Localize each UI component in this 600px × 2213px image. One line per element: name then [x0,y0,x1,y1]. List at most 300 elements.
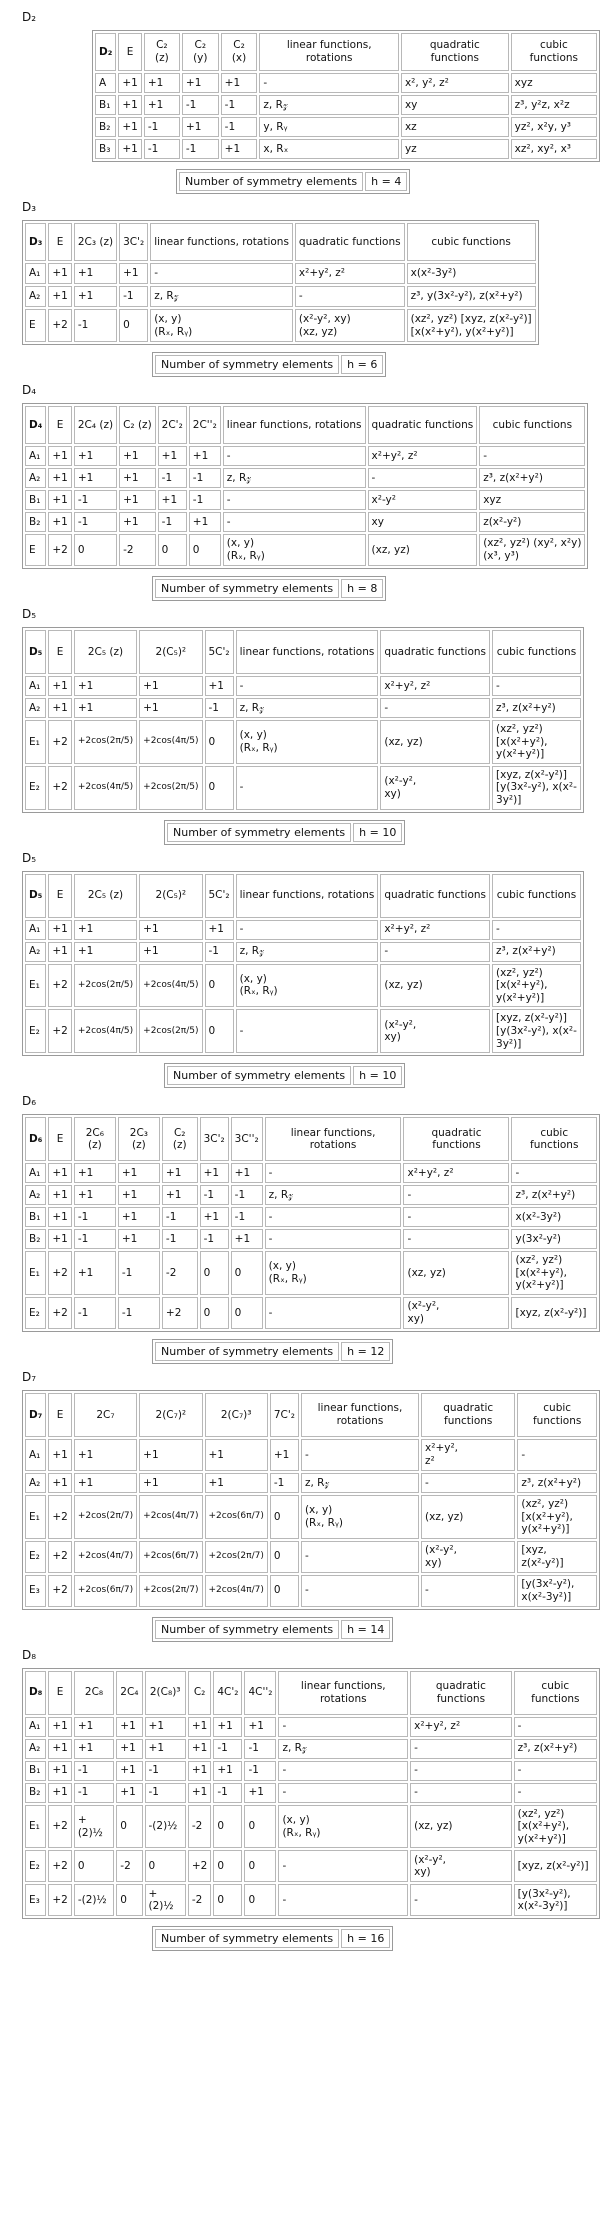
table-cell: +2cos(4π/7) [139,1495,202,1539]
irrep-label-cell: E₂ [25,766,46,810]
irrep-label-cell: E₂ [25,1297,46,1329]
symmetry-count-label: Number of symmetry elements [155,1620,339,1639]
header-cell: quadratic functions [403,1117,509,1161]
point-group-title: D₂ [22,10,37,24]
table-cell: -1 [182,139,219,159]
header-cell: 2C₃ (z) [118,1117,160,1161]
irrep-label-cell: A₂ [25,1473,46,1493]
table-cell: -1 [205,698,234,718]
header-cell: quadratic functions [410,1671,512,1715]
table-cell: (xz, yz) [403,1251,509,1295]
header-cell: 2(C₅)² [139,874,202,918]
table-row [25,1850,597,1882]
table-cell: 0 [189,534,221,566]
table-row [25,1783,597,1803]
table-cell: - [403,1185,509,1205]
table-cell: z³, y(3x²-y²), z(x²+y²) [407,286,536,307]
character-table-section [22,200,600,377]
table-cell: +1 [118,117,141,137]
irrep-label-cell: B₁ [25,490,46,510]
table-row [25,534,585,566]
symmetry-count-box [152,576,386,601]
table-cell: +1 [48,1783,71,1803]
table-cell: +1 [74,1473,137,1493]
table-row [25,720,581,764]
table-cell: +2cos(6π/7) [74,1575,137,1607]
header-cell: linear functions, rotations [265,1117,402,1161]
header-cell: cubic functions [511,1117,597,1161]
table-cell: +1 [119,512,156,532]
table-cell: +1 [188,1739,211,1759]
table-cell: - [278,1783,408,1803]
table-cell: +1 [221,139,258,159]
table-row [25,1251,597,1295]
table-cell: +1 [48,1439,71,1471]
table-cell: z, R𝓏 [236,698,379,718]
table-cell: - [295,286,405,307]
table-cell: - [517,1439,597,1471]
irrep-label-cell: E₁ [25,1251,46,1295]
table-cell: +1 [48,446,71,466]
table-cell: +1 [48,468,71,488]
header-cell: C₂ (x) [221,33,258,71]
irrep-label-cell: B₁ [25,1761,46,1781]
table-cell: x²+y², z² [295,263,405,284]
table-cell: +2 [48,1805,71,1849]
table-cell: 0 [74,1850,114,1882]
table-cell: - [236,676,379,696]
table-cell: - [278,1850,408,1882]
table-cell: +1 [116,1783,142,1803]
table-cell: [xyz, z(x²-y²)] [511,1297,597,1329]
table-cell: +1 [48,1739,71,1759]
table-cell: (x, y) (Rₓ, Rᵧ) [236,964,379,1008]
table-cell: x²-y² [368,490,478,510]
table-row [95,117,597,137]
symmetry-count-value: h = 4 [365,172,407,191]
table-cell: -1 [205,942,234,962]
table-cell: +1 [231,1229,263,1249]
table-cell: +1 [74,942,137,962]
table-cell: (x, y) (Rₓ, Rᵧ) [150,309,293,342]
irrep-label-cell: E₃ [25,1884,46,1916]
table-cell: - [223,490,366,510]
table-cell: y, Rᵧ [259,117,399,137]
symmetry-count-box [152,1617,393,1642]
table-cell: -1 [200,1185,229,1205]
table-cell: +2 [48,1495,71,1539]
table-cell: +1 [74,698,137,718]
table-cell: 0 [205,766,234,810]
table-cell: +1 [48,263,71,284]
header-cell: 2C₇ [74,1393,137,1437]
point-group-title: D₄ [22,383,37,397]
table-cell: +1 [139,1439,202,1471]
table-cell: -1 [231,1207,263,1227]
table-cell: - [278,1884,408,1916]
symmetry-count-box [164,1063,405,1088]
table-row [25,468,585,488]
irrep-label-cell: B₁ [25,1207,46,1227]
irrep-label-cell: A₁ [25,676,46,696]
symmetry-count-box [176,169,410,194]
header-cell: 2C''₂ [189,406,221,444]
character-table [22,1668,600,1920]
table-row [25,1207,597,1227]
table-cell: (x²-y², xy) (xz, yz) [295,309,405,342]
symmetry-count-label: Number of symmetry elements [155,579,339,598]
table-row [25,1473,597,1493]
irrep-label-cell: E₁ [25,720,46,764]
table-cell: z, R𝓏 [236,942,379,962]
irrep-label-cell: A₁ [25,263,46,284]
table-cell: xz², xy², x³ [511,139,597,159]
header-row [25,630,581,674]
character-table [22,220,539,345]
table-cell: +2 [48,1297,71,1329]
table-cell: - [223,446,366,466]
table-row [25,1185,597,1205]
table-cell: +2cos(4π/5) [74,766,137,810]
table-row [25,263,536,284]
table-cell: z, R𝓏 [223,468,366,488]
character-table-section [22,1094,600,1364]
table-cell: +1 [119,263,148,284]
table-cell: +1 [48,490,71,510]
table-cell: +1 [162,1185,198,1205]
table-cell: -1 [118,1251,160,1295]
table-cell: -1 [74,490,117,510]
irrep-label-cell: E₁ [25,964,46,1008]
table-cell: -1 [74,309,117,342]
table-cell: xz [401,117,509,137]
table-row [25,766,581,810]
table-cell: +1 [116,1761,142,1781]
table-row [25,512,585,532]
symmetry-count-value: h = 8 [341,579,383,598]
table-cell: 0 [231,1297,263,1329]
header-cell: 7C'₂ [270,1393,299,1437]
table-cell: +1 [158,446,187,466]
table-cell: +1 [189,512,221,532]
header-cell: C₂ (z) [144,33,180,71]
table-cell: - [410,1761,512,1781]
table-cell: +1 [48,286,71,307]
table-cell: +2cos(2π/5) [74,720,137,764]
table-row [25,446,585,466]
irrep-label-cell: B₂ [25,512,46,532]
irrep-label-cell: E₂ [25,1009,46,1053]
header-cell: 3C'₂ [119,223,148,261]
symmetry-count-box [152,352,386,377]
table-cell: +1 [205,1439,268,1471]
table-cell: -1 [144,139,180,159]
table-cell: +2cos(6π/7) [205,1495,268,1539]
irrep-label-cell: A₂ [25,286,46,307]
table-row [95,73,597,93]
symmetry-count-value: h = 6 [341,355,383,374]
table-cell: - [301,1541,419,1573]
table-cell: +1 [244,1783,276,1803]
table-cell: 0 [213,1884,242,1916]
symmetry-count-value: h = 16 [341,1929,390,1948]
header-cell: C₂ (y) [182,33,219,71]
table-cell: +1 [205,1473,268,1493]
table-cell: 0 [205,1009,234,1053]
header-cell: linear functions, rotations [223,406,366,444]
table-cell: +1 [145,1739,186,1759]
table-cell: -1 [74,1761,114,1781]
table-row [25,698,581,718]
table-cell: +1 [48,1207,71,1227]
header-cell: E [48,1117,71,1161]
group-name-cell: D₈ [25,1671,46,1715]
table-cell: -1 [182,95,219,115]
table-cell: - [265,1207,402,1227]
table-cell: +2 [188,1850,211,1882]
table-cell: [y(3x²-y²), x(x²-3y²)] [514,1884,597,1916]
table-cell: (x, y) (Rₓ, Rᵧ) [223,534,366,566]
irrep-label-cell: E₁ [25,1495,46,1539]
table-cell: x², y², z² [401,73,509,93]
table-cell: x²+y², z² [380,676,490,696]
symmetry-count-value: h = 14 [341,1620,390,1639]
table-cell: +1 [74,1185,116,1205]
header-cell: cubic functions [407,223,536,261]
table-cell: +1 [139,698,202,718]
table-row [95,139,597,159]
table-cell: +1 [74,263,117,284]
table-cell: - [410,1739,512,1759]
symmetry-count-label: Number of symmetry elements [167,1066,351,1085]
table-cell: +1 [139,920,202,940]
table-cell: z³, z(x²+y²) [479,468,585,488]
table-row [25,1575,597,1607]
table-cell: (x²-y², xy) [380,766,490,810]
point-group-title: D₅ [22,607,37,621]
table-cell: [xyz, z(x²-y²)] [y(3x²-y²), x(x²- 3y²)] [492,1009,581,1053]
header-row [25,874,581,918]
table-cell: (x, y) (Rₓ, Rᵧ) [301,1495,419,1539]
header-cell: cubic functions [492,874,581,918]
table-cell: +2 [48,1251,71,1295]
table-cell: z³, z(x²+y²) [492,942,581,962]
point-group-title: D₆ [22,1094,37,1109]
irrep-label-cell: A₁ [25,1717,46,1737]
table-cell: yz², x²y, y³ [511,117,597,137]
table-cell: +1 [74,1251,116,1295]
table-row [25,1163,597,1183]
header-cell: 3C''₂ [231,1117,263,1161]
table-cell: x, Rₓ [259,139,399,159]
table-cell: 0 [116,1884,142,1916]
table-cell: 0 [116,1805,142,1849]
table-row [25,1717,597,1737]
header-row [25,223,536,261]
table-cell: - [421,1473,515,1493]
symmetry-count-value: h = 12 [341,1342,390,1361]
table-cell: - [278,1761,408,1781]
table-cell: - [380,942,490,962]
table-cell: 0 [270,1495,299,1539]
table-cell: x²+y², z² [380,920,490,940]
table-row [25,1297,597,1329]
header-cell: 2C₅ (z) [74,630,137,674]
table-cell: +1 [139,1473,202,1493]
table-cell: +1 [118,95,141,115]
header-cell: quadratic functions [401,33,509,71]
header-cell: 4C''₂ [244,1671,276,1715]
table-row [25,1495,597,1539]
table-cell: +1 [205,920,234,940]
table-cell: +1 [118,73,141,93]
table-cell: +1 [244,1717,276,1737]
table-cell: xyz [511,73,597,93]
table-row [95,95,597,115]
header-cell: E [48,1393,71,1437]
table-cell: -1 [158,468,187,488]
symmetry-count-box [152,1339,393,1364]
table-cell: x(x²-3y²) [511,1207,597,1227]
header-cell: 2C₈ [74,1671,114,1715]
table-cell: - [514,1761,597,1781]
header-cell: C₂ [188,1671,211,1715]
header-cell: linear functions, rotations [150,223,293,261]
character-table-section [22,1648,600,1952]
table-cell: +1 [182,73,219,93]
table-cell: +1 [200,1163,229,1183]
table-cell: +1 [205,676,234,696]
table-cell: +1 [119,446,156,466]
header-cell: quadratic functions [380,630,490,674]
table-row [25,1805,597,1849]
table-cell: +2 [48,534,71,566]
table-cell: +1 [48,920,71,940]
table-row [25,309,536,342]
table-cell: +2cos(2π/7) [205,1541,268,1573]
table-cell: -1 [189,468,221,488]
header-cell: linear functions, rotations [278,1671,408,1715]
table-cell: (x²-y², xy) [421,1541,515,1573]
symmetry-count-label: Number of symmetry elements [179,172,363,191]
table-cell: 0 [119,309,148,342]
table-cell: +1 [74,1717,114,1737]
header-cell: cubic functions [517,1393,597,1437]
header-cell: 4C'₂ [213,1671,242,1715]
table-cell: z(x²-y²) [479,512,585,532]
table-cell: - [278,1717,408,1737]
irrep-label-cell: B₃ [95,139,116,159]
table-cell: 0 [205,720,234,764]
table-cell: x²+y², z² [368,446,478,466]
table-cell: +1 [74,920,137,940]
table-cell: -1 [200,1229,229,1249]
table-cell: +1 [118,1163,160,1183]
table-cell: - [259,73,399,93]
table-cell: 0 [213,1805,242,1849]
table-cell: - [223,512,366,532]
header-cell: 2C₄ (z) [74,406,117,444]
table-cell: +1 [116,1717,142,1737]
table-cell: -1 [221,95,258,115]
table-cell: +1 [144,95,180,115]
irrep-label-cell: A [95,73,116,93]
table-cell: +2 [48,309,71,342]
header-cell: 2C₃ (z) [74,223,117,261]
irrep-label-cell: B₁ [95,95,116,115]
header-row [25,406,585,444]
table-cell: +1 [118,1229,160,1249]
symmetry-count-label: Number of symmetry elements [155,355,339,374]
table-cell: +1 [74,468,117,488]
character-table [92,30,600,162]
table-cell: (xz², yz²) [x(x²+y²), y(x²+y²)] [492,964,581,1008]
table-cell: +2cos(2π/7) [74,1495,137,1539]
table-cell: +1 [48,942,71,962]
table-cell: +1 [139,942,202,962]
irrep-label-cell: E₃ [25,1575,46,1607]
group-name-cell: D₆ [25,1117,46,1161]
table-row [25,1541,597,1573]
table-cell: -2 [188,1805,211,1849]
table-cell: (x²-y², xy) [403,1297,509,1329]
symmetry-count-label: Number of symmetry elements [167,823,351,842]
character-table [22,1390,600,1610]
table-cell: +2cos(4π/5) [139,720,202,764]
table-cell: +1 [116,1739,142,1759]
table-cell: - [301,1439,419,1471]
table-cell: +2cos(4π/5) [139,964,202,1008]
character-table [22,627,584,813]
table-row [25,920,581,940]
irrep-label-cell: E₂ [25,1541,46,1573]
table-cell: +1 [48,676,71,696]
header-cell: 5C'₂ [205,874,234,918]
table-cell: +1 [118,139,141,159]
table-cell: 0 [200,1251,229,1295]
table-cell: x(x²-3y²) [407,263,536,284]
table-cell: -1 [74,1229,116,1249]
table-cell: (xz, yz) [380,720,490,764]
table-cell: 0 [205,964,234,1008]
table-cell: +1 [74,1163,116,1183]
table-cell: +2 [48,964,71,1008]
table-cell: +1 [182,117,219,137]
header-row [25,1117,597,1161]
header-cell: E [48,1671,71,1715]
table-cell: +1 [189,446,221,466]
table-cell: +2cos(6π/7) [139,1541,202,1573]
table-row [25,1009,581,1053]
table-cell: +1 [188,1761,211,1781]
table-row [25,490,585,510]
character-table-section [22,1370,600,1642]
table-cell: +2cos(2π/5) [74,964,137,1008]
table-cell: +2 [162,1297,198,1329]
header-cell: 5C'₂ [205,630,234,674]
table-cell: +1 [119,490,156,510]
table-cell: - [403,1229,509,1249]
table-cell: +1 [119,468,156,488]
table-cell: - [514,1783,597,1803]
table-cell: +2cos(2π/7) [139,1575,202,1607]
table-cell: +2 [48,720,71,764]
table-cell: -1 [119,286,148,307]
table-cell: +1 [48,1229,71,1249]
table-cell: 0 [244,1805,276,1849]
irrep-label-cell: E₂ [25,1850,46,1882]
table-cell: -(2)½ [145,1805,186,1849]
